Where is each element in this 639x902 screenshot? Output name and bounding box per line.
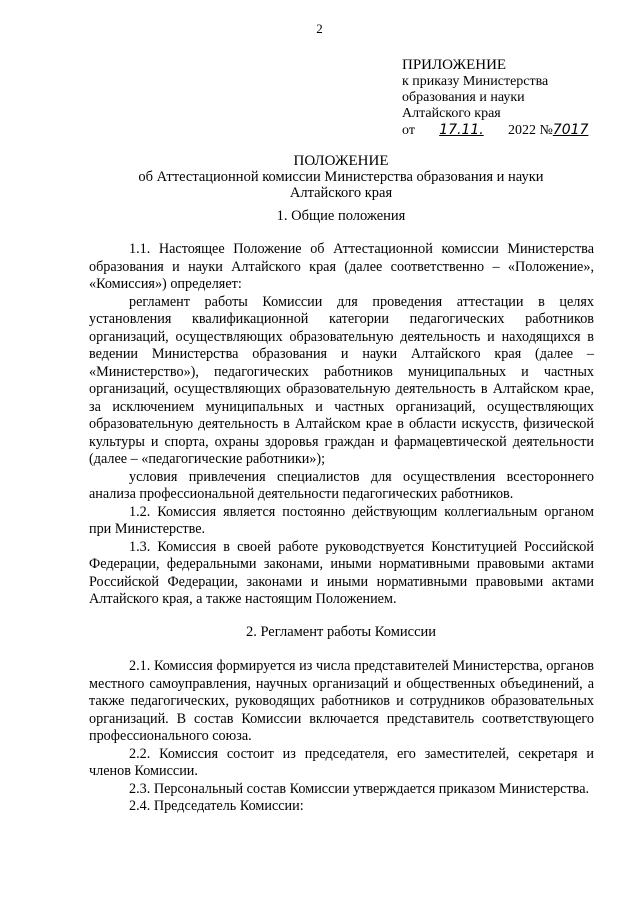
annex-title: ПРИЛОЖЕНИЕ bbox=[402, 57, 507, 73]
section-1-heading: 1. Общие положения bbox=[276, 208, 406, 224]
handwritten-number: 7017 bbox=[552, 122, 589, 138]
page-number: 2 bbox=[316, 21, 323, 36]
annex-year: 2022 № bbox=[507, 123, 553, 138]
document-title-main: ПОЛОЖЕНИЕ bbox=[293, 153, 389, 169]
annex-line-2: образования и науки bbox=[402, 90, 525, 105]
document-title-line-2: об Аттестационной комиссии Министерства образования и науки bbox=[138, 169, 544, 185]
annex-line-1: к приказу Министерства bbox=[402, 74, 549, 89]
paragraph-1-1: 1.1. Настоящее Положение об Аттестационной комиссии Министерства образования и науки Алтайского края (далее соответственно – «Положение», «Комиссия») определяет: bbox=[89, 241, 594, 292]
paragraph-specialists: условия привлечения специалистов для осуществления всестороннего анализа профессиональной деятельности педагогических работников. bbox=[89, 468, 594, 502]
section-2-body bbox=[89, 658, 594, 816]
document-title bbox=[0, 153, 639, 201]
paragraph-2-4: 2.4. Председатель Комиссии: bbox=[129, 798, 304, 814]
paragraph-1-2: 1.2. Комиссия является постоянно действующим коллегиальным органом при Министерстве. bbox=[89, 503, 594, 537]
paragraph-1-3: 1.3. Комиссия в своей работе руководствуется Конституцией Российской Федерации, федеральными законами, иными нормативными правовыми актами Российской Федерации, законами и иными нормативными правовыми актами Алтайского края, а также настоящим Положением. bbox=[89, 538, 594, 607]
paragraph-2-2: 2.2. Комиссия состоит из председателя, его заместителей, секретаря и членов Комиссии. bbox=[89, 745, 594, 779]
paragraph-2-3: 2.3. Персональный состав Комиссии утверждается приказом Министерства. bbox=[129, 780, 590, 797]
annex-date-prefix: от bbox=[402, 123, 415, 138]
paragraph-2-1: 2.1. Комиссия формируется из числа представителей Министерства, органов местного самоуправления, научных организаций и общественных объединений, а также педагогических, руководящих работников и сотрудников образовательных организаций. В состав Комиссии включается представитель соответствующего профессионального союза. bbox=[89, 658, 594, 744]
annex-line-3: Алтайского края bbox=[402, 106, 501, 121]
section-1-body bbox=[89, 241, 594, 609]
annex-date-line bbox=[402, 122, 595, 139]
section-2-heading: 2. Регламент работы Комиссии bbox=[245, 624, 437, 640]
handwritten-date: 17.11. bbox=[439, 122, 484, 138]
document-title-line-3: Алтайского края bbox=[289, 185, 393, 201]
paragraph-regulation: регламент работы Комиссии для проведения аттестации в целях установления квалификационной категории педагогических работников организаций, осуществляющих образовательную деятельность и находящихся в ведении Министерства образования и науки Алтайского края (далее – «Министерство»), педагогических работников муниципальных и частных организаций, осуществляющих образовательную деятельность в Алтайском крае, за исключением муниципальных и частных организаций, осуществляющих образовательную деятельность в Алтайском крае в области искусств, физической культуры и спорта, охраны здоровья граждан и фармацевтической деятельности (далее – «педагогические работники»); bbox=[89, 293, 594, 467]
annex-block bbox=[402, 56, 595, 139]
